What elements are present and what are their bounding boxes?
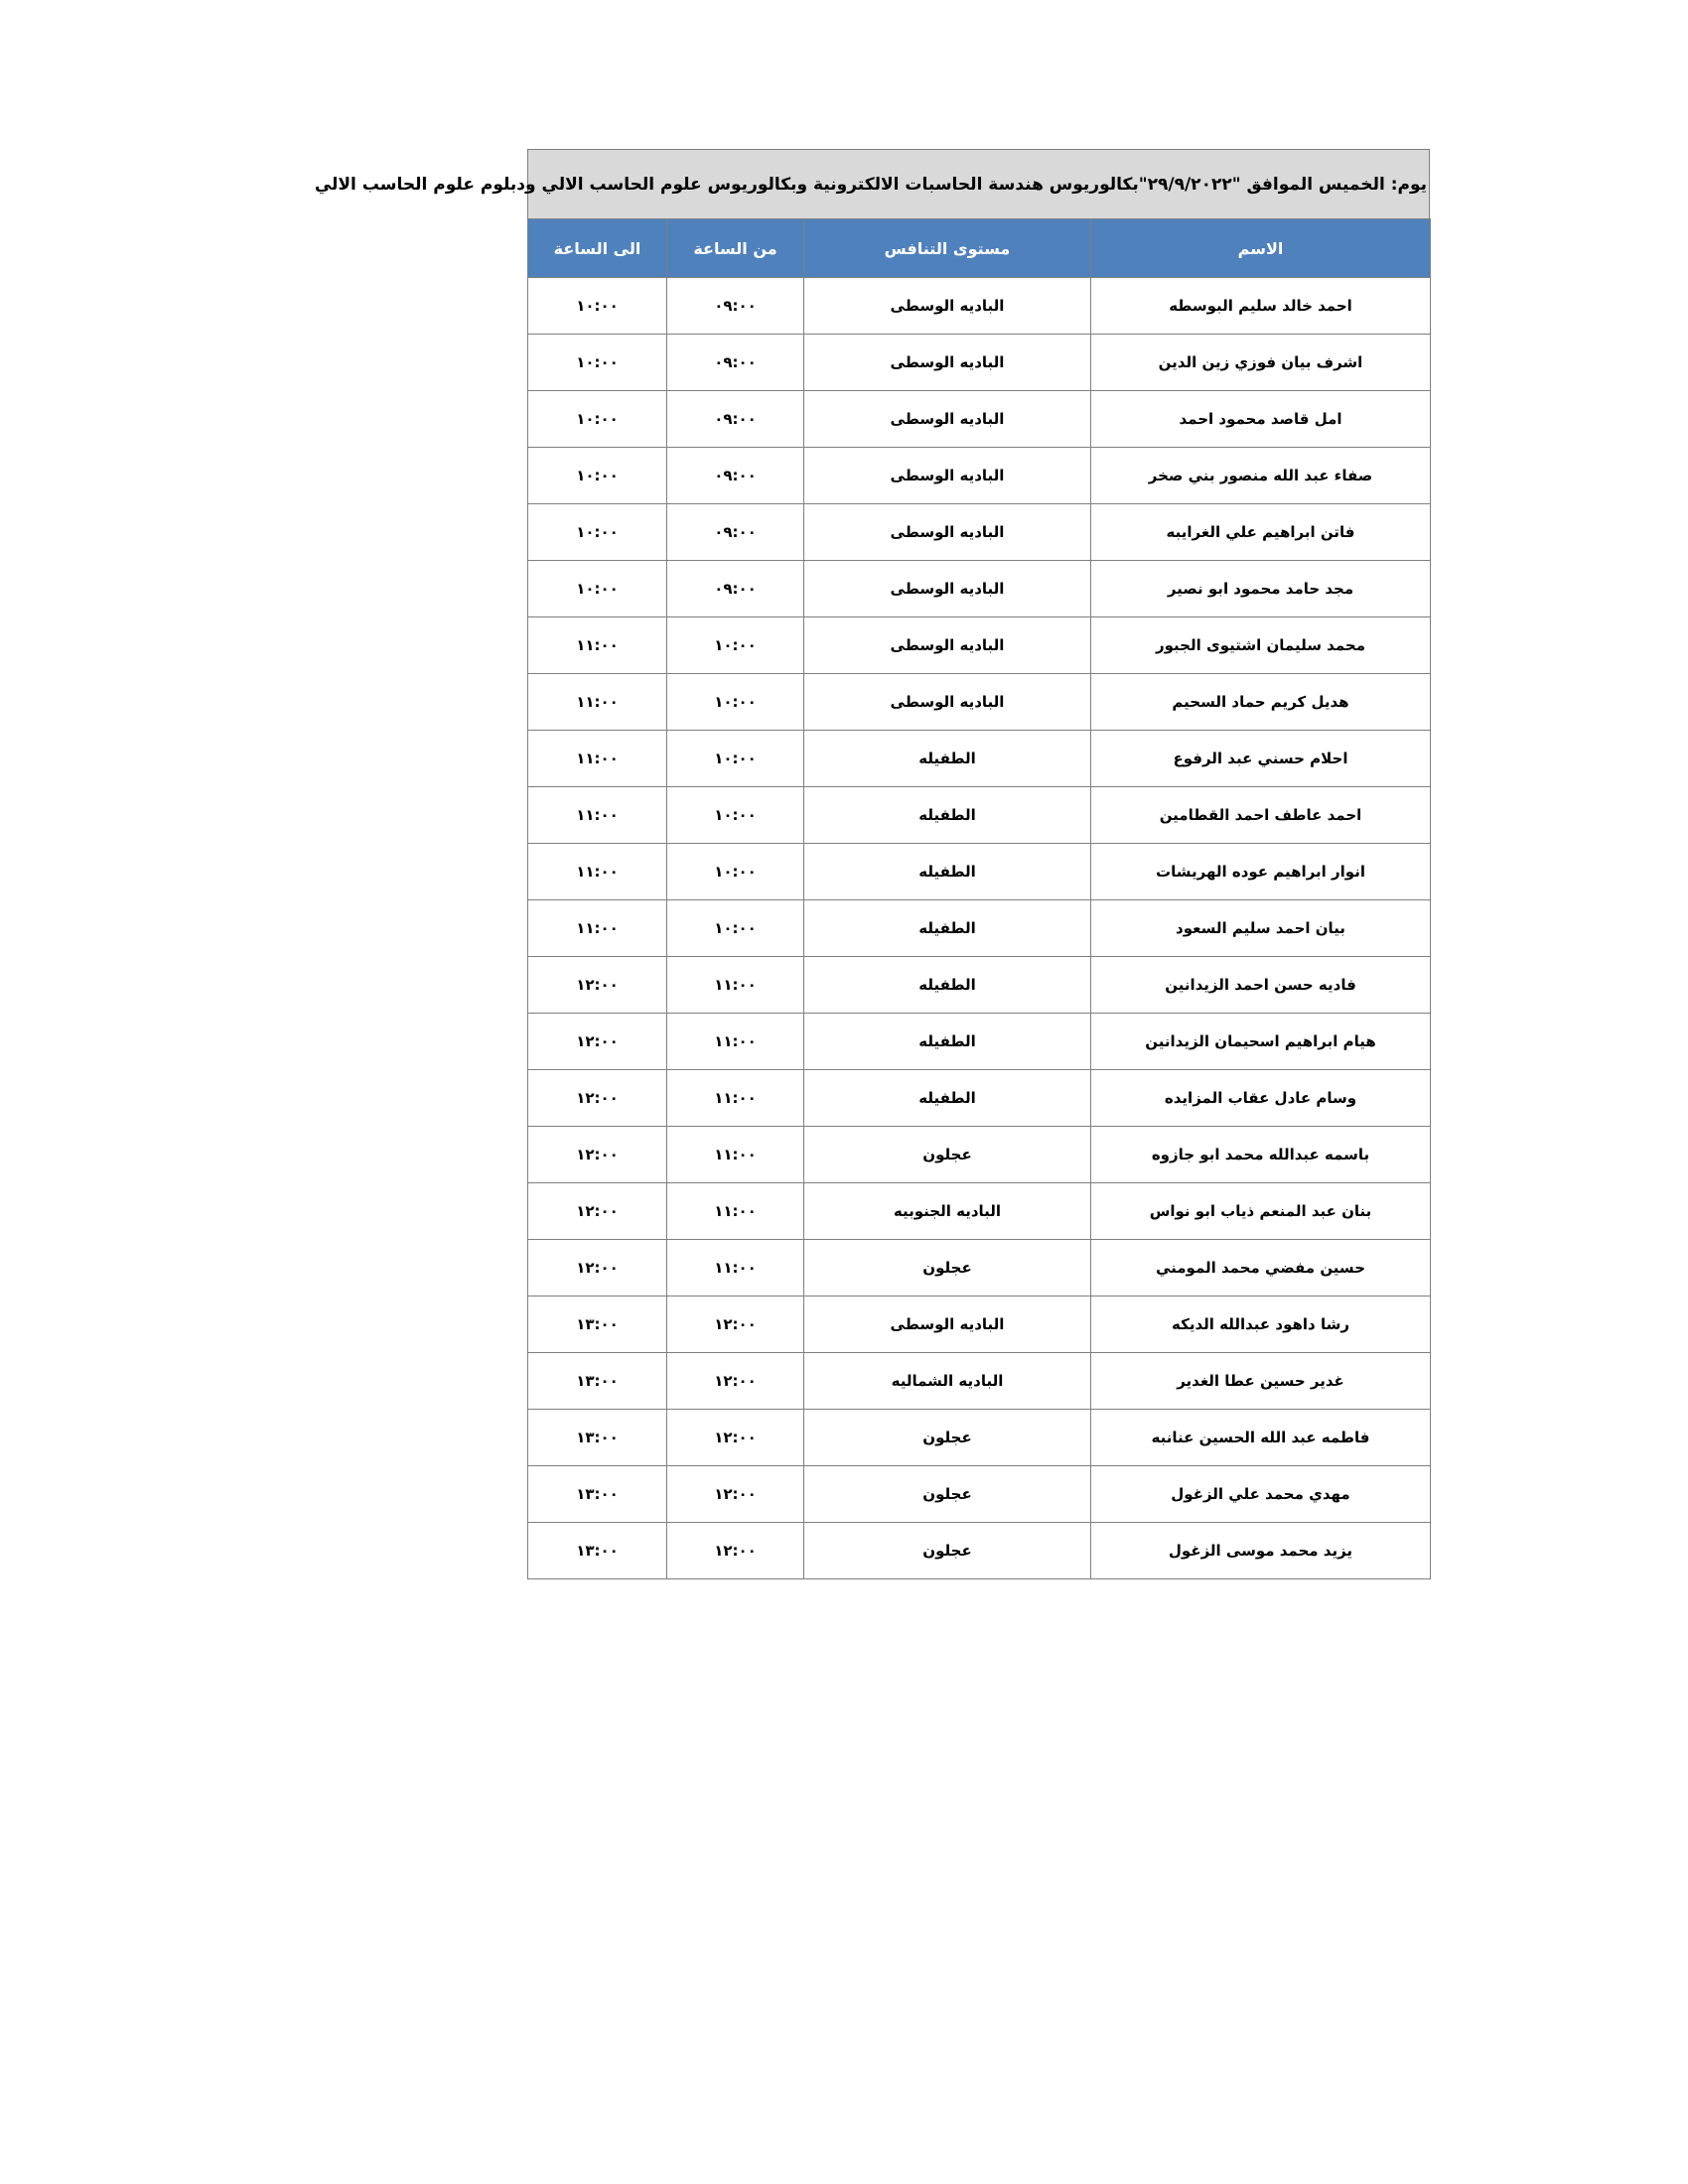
cell-level: الباديه الجنوبيه: [804, 1183, 1091, 1240]
cell-to: ١١:٠٠: [528, 900, 667, 957]
cell-to: ١٢:٠٠: [528, 1240, 667, 1297]
cell-name: يزيد محمد موسى الزغول: [1091, 1523, 1431, 1579]
cell-name: صفاء عبد الله منصور بني صخر: [1091, 448, 1431, 504]
cell-from: ١٢:٠٠: [667, 1523, 804, 1579]
cell-to: ١٠:٠٠: [528, 391, 667, 448]
table-row: [528, 1410, 1431, 1466]
cell-to: ١١:٠٠: [528, 617, 667, 674]
table-body: [528, 278, 1431, 1579]
cell-from: ١١:٠٠: [667, 1183, 804, 1240]
cell-from: ٠٩:٠٠: [667, 448, 804, 504]
table-row: [528, 844, 1431, 900]
cell-level: الباديه الوسطى: [804, 504, 1091, 561]
cell-to: ١١:٠٠: [528, 674, 667, 731]
table-row: [528, 787, 1431, 844]
cell-name: محمد سليمان اشتيوى الجبور: [1091, 617, 1431, 674]
cell-level: الطفيله: [804, 957, 1091, 1014]
cell-to: ١٢:٠٠: [528, 1070, 667, 1127]
table-row: [528, 561, 1431, 617]
cell-from: ١١:٠٠: [667, 1070, 804, 1127]
cell-name: فاتن ابراهيم علي الغرايبه: [1091, 504, 1431, 561]
table-row: [528, 504, 1431, 561]
cell-from: ١٠:٠٠: [667, 731, 804, 787]
cell-name: فاديه حسن احمد الزيدانين: [1091, 957, 1431, 1014]
cell-level: عجلون: [804, 1523, 1091, 1579]
cell-from: ١١:٠٠: [667, 1127, 804, 1183]
cell-name: مهدي محمد علي الزغول: [1091, 1466, 1431, 1523]
cell-to: ١١:٠٠: [528, 844, 667, 900]
table-row: [528, 335, 1431, 391]
cell-from: ١٠:٠٠: [667, 900, 804, 957]
cell-from: ١٢:٠٠: [667, 1353, 804, 1410]
table-row: [528, 731, 1431, 787]
cell-to: ١٣:٠٠: [528, 1297, 667, 1353]
column-header-name: الاسم: [1091, 219, 1431, 278]
cell-level: عجلون: [804, 1466, 1091, 1523]
cell-to: ١٢:٠٠: [528, 957, 667, 1014]
cell-to: ١٣:٠٠: [528, 1523, 667, 1579]
table-row: [528, 674, 1431, 731]
schedule-table: [527, 218, 1431, 1579]
cell-level: الطفيله: [804, 1070, 1091, 1127]
cell-from: ١١:٠٠: [667, 957, 804, 1014]
cell-name: غدير حسين عطا الغدير: [1091, 1353, 1431, 1410]
cell-name: بيان احمد سليم السعود: [1091, 900, 1431, 957]
cell-name: بنان عبد المنعم ذياب ابو نواس: [1091, 1183, 1431, 1240]
cell-name: مجد حامد محمود ابو نصير: [1091, 561, 1431, 617]
cell-name: احمد عاطف احمد القطامين: [1091, 787, 1431, 844]
cell-level: الطفيله: [804, 844, 1091, 900]
cell-level: الباديه الوسطى: [804, 278, 1091, 335]
table-row: [528, 900, 1431, 957]
cell-to: ١٢:٠٠: [528, 1127, 667, 1183]
cell-to: ١٣:٠٠: [528, 1410, 667, 1466]
cell-level: الباديه الوسطى: [804, 335, 1091, 391]
cell-from: ٠٩:٠٠: [667, 335, 804, 391]
cell-level: الباديه الوسطى: [804, 561, 1091, 617]
table-row: [528, 1070, 1431, 1127]
table-header-row: [528, 219, 1431, 278]
cell-from: ٠٩:٠٠: [667, 504, 804, 561]
cell-name: احمد خالد سليم البوسطه: [1091, 278, 1431, 335]
cell-level: الباديه الشماليه: [804, 1353, 1091, 1410]
cell-from: ١٠:٠٠: [667, 674, 804, 731]
table-row: [528, 1127, 1431, 1183]
cell-level: الباديه الوسطى: [804, 1297, 1091, 1353]
cell-name: اشرف بيان فوزي زين الدين: [1091, 335, 1431, 391]
cell-to: ١٠:٠٠: [528, 335, 667, 391]
cell-to: ١٢:٠٠: [528, 1014, 667, 1070]
cell-to: ١٠:٠٠: [528, 504, 667, 561]
cell-from: ٠٩:٠٠: [667, 278, 804, 335]
table-row: [528, 617, 1431, 674]
table-row: [528, 1466, 1431, 1523]
cell-name: وسام عادل عقاب المزايده: [1091, 1070, 1431, 1127]
schedule-sheet: [314, 149, 1430, 1579]
cell-to: ١٣:٠٠: [528, 1353, 667, 1410]
cell-level: الطفيله: [804, 731, 1091, 787]
column-header-to: الى الساعة: [528, 219, 667, 278]
cell-to: ١١:٠٠: [528, 731, 667, 787]
cell-to: ١٠:٠٠: [528, 278, 667, 335]
cell-level: الطفيله: [804, 900, 1091, 957]
cell-name: احلام حسني عبد الرفوع: [1091, 731, 1431, 787]
table-row: [528, 1297, 1431, 1353]
cell-level: الباديه الوسطى: [804, 448, 1091, 504]
cell-level: الباديه الوسطى: [804, 617, 1091, 674]
table-row: [528, 957, 1431, 1014]
cell-from: ١١:٠٠: [667, 1014, 804, 1070]
cell-level: عجلون: [804, 1127, 1091, 1183]
table-row: [528, 448, 1431, 504]
cell-level: الباديه الوسطى: [804, 391, 1091, 448]
cell-to: ١٠:٠٠: [528, 448, 667, 504]
table-row: [528, 391, 1431, 448]
cell-to: ١١:٠٠: [528, 787, 667, 844]
table-row: [528, 1183, 1431, 1240]
cell-to: ١٣:٠٠: [528, 1466, 667, 1523]
table-row: [528, 1523, 1431, 1579]
cell-from: ١٢:٠٠: [667, 1297, 804, 1353]
schedule-title: يوم: الخميس الموافق "٢٩/٩/٢٠٢٢"بكالوريوس هندسة الحاسبات الالكترونية وبكالوريوس علوم الحاسب الالي ودبلوم علوم الحاسب الالي: [527, 149, 1430, 218]
cell-name: فاطمه عبد الله الحسين عنانبه: [1091, 1410, 1431, 1466]
cell-name: رشا داهود عبدالله الديكه: [1091, 1297, 1431, 1353]
cell-from: ١٠:٠٠: [667, 844, 804, 900]
cell-from: ١٠:٠٠: [667, 787, 804, 844]
cell-level: عجلون: [804, 1240, 1091, 1297]
table-row: [528, 278, 1431, 335]
table-row: [528, 1353, 1431, 1410]
cell-name: انوار ابراهيم عوده الهريشات: [1091, 844, 1431, 900]
cell-name: حسين مفضي محمد المومني: [1091, 1240, 1431, 1297]
cell-name: امل قاصد محمود احمد: [1091, 391, 1431, 448]
table-row: [528, 1014, 1431, 1070]
table-row: [528, 1240, 1431, 1297]
cell-to: ١٢:٠٠: [528, 1183, 667, 1240]
cell-level: الطفيله: [804, 787, 1091, 844]
cell-from: ١٢:٠٠: [667, 1410, 804, 1466]
cell-from: ١٠:٠٠: [667, 617, 804, 674]
cell-level: عجلون: [804, 1410, 1091, 1466]
cell-level: الباديه الوسطى: [804, 674, 1091, 731]
cell-from: ٠٩:٠٠: [667, 391, 804, 448]
column-header-from: من الساعة: [667, 219, 804, 278]
cell-name: هديل كريم حماد السحيم: [1091, 674, 1431, 731]
cell-name: هيام ابراهيم اسحيمان الزيدانين: [1091, 1014, 1431, 1070]
cell-to: ١٠:٠٠: [528, 561, 667, 617]
cell-name: باسمه عبدالله محمد ابو جازوه: [1091, 1127, 1431, 1183]
cell-level: الطفيله: [804, 1014, 1091, 1070]
cell-from: ٠٩:٠٠: [667, 561, 804, 617]
cell-from: ١١:٠٠: [667, 1240, 804, 1297]
column-header-level: مستوى التنافس: [804, 219, 1091, 278]
cell-from: ١٢:٠٠: [667, 1466, 804, 1523]
